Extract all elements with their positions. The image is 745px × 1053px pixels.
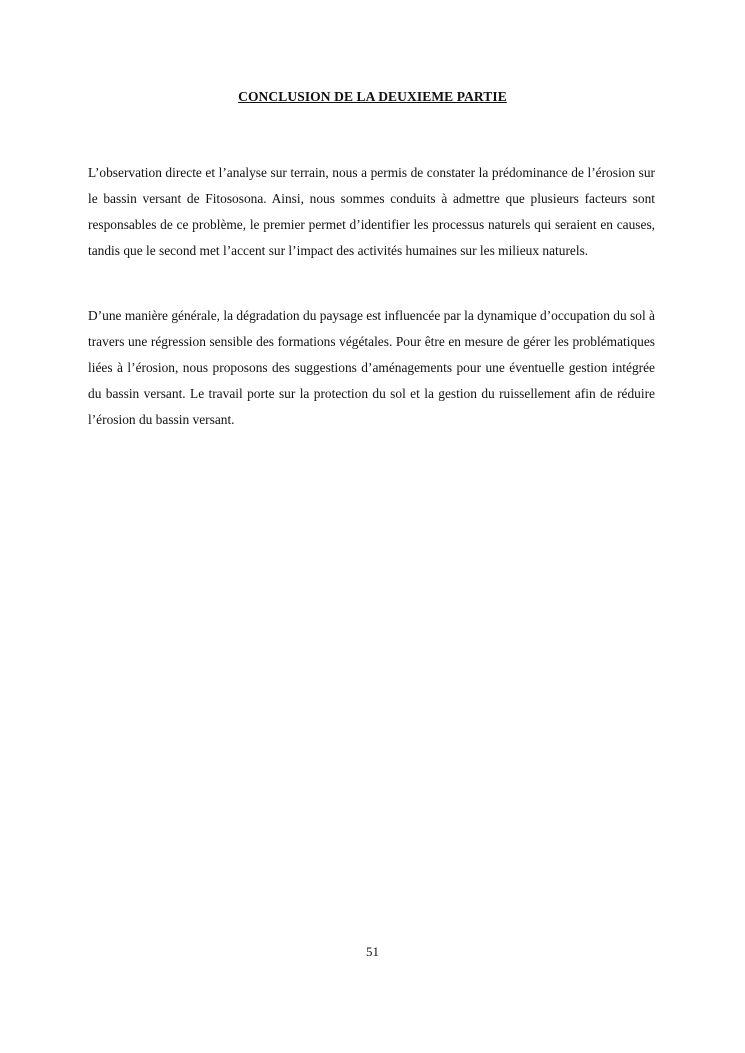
- section-title: CONCLUSION DE LA DEUXIEME PARTIE: [238, 89, 507, 104]
- page-number: 51: [366, 944, 379, 959]
- paragraph-1: L’observation directe et l’analyse sur terrain, nous a permis de constater la prédominance de l’érosion sur le bassin versant de Fitososona. Ainsi, nous sommes conduits à admettre que plusieurs facteurs sont responsables de ce problème, le premier permet d’identifier les processus naturels qui seraient en causes, tandis que le second met l’accent sur l’impact des activités humaines sur les milieux naturels.: [88, 165, 655, 258]
- paragraph-2: D’une manière générale, la dégradation du paysage est influencée par la dynamique d’occupation du sol à travers une régression sensible des formations végétales. Pour être en mesure de gérer les problématiques liées à l’érosion, nous proposons des suggestions d’aménagements pour une éventuelle gestion intégrée du bassin versant. Le travail porte sur la protection du sol et la gestion du ruissellement afin de réduire l’érosion du bassin versant.: [88, 308, 655, 427]
